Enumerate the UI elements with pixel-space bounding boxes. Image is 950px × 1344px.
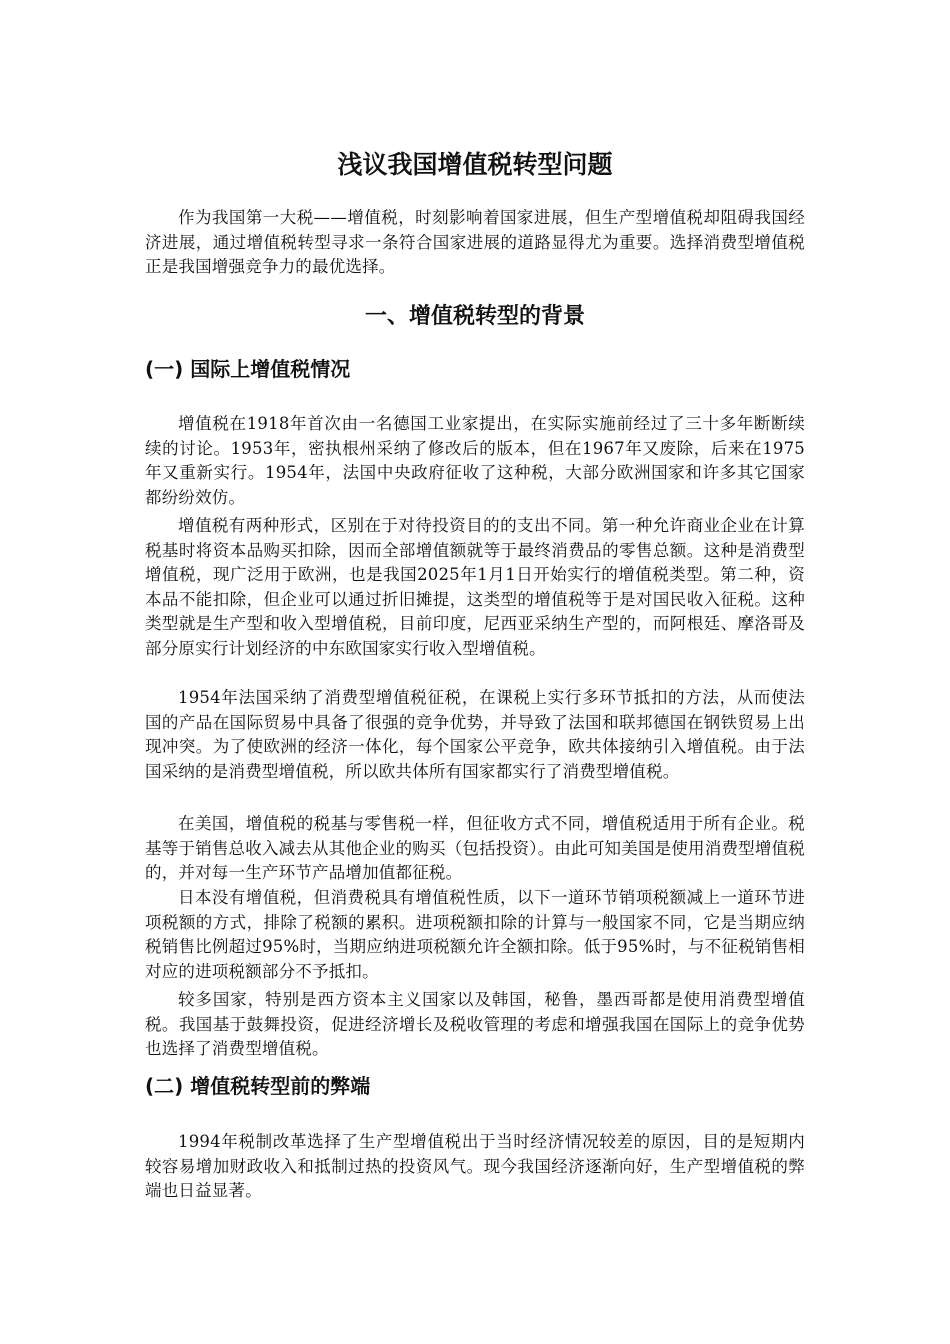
body-paragraph: 较多国家，特别是西方资本主义国家以及韩国，秘鲁，墨西哥都是使用消费型增值税。我国基于鼓舞投资，促进经济增长及税收管理的考虑和增强我国在国际上的竞争优势也选择了消费型增值税。: [145, 990, 805, 1059]
body-paragraph: 增值税有两种形式，区别在于对待投资目的的支出不同。第一种允许商业企业在计算税基时将资本品购买扣除，因而全部增值额就等于最终消费品的零售总额。这种是消费型增值税，现广泛用于欧洲，也是我国2025年1月1日开始实行的增值税类型。第二种，资本品不能扣除，但企业可以通过折旧摊提，这类型的增值税等于是对国民收入征税。这种类型就是生产型和收入型增值税，目前印度，尼西亚采纳生产型的，而阿根廷、摩洛哥及部分原实行计划经济的中东欧国家实行收入型增值税。: [145, 516, 805, 658]
body-paragraph: 增值税在1918年首次由一名德国工业家提出，在实际实施前经过了三十多年断断续续的讨论。1953年，密执根州采纳了修改后的版本，但在1967年又废除，后来在1975年又重新实行。1954年，法国中央政府征收了这种税，大部分欧洲国家和许多其它国家都纷纷效仿。: [145, 414, 805, 507]
subsection-heading-international: (一) 国际上增值税情况: [145, 357, 351, 381]
body-paragraph: 1954年法国采纳了消费型增值税征税，在课税上实行多环节抵扣的方法，从而使法国的产品在国际贸易中具备了很强的竞争优势，并导致了法国和联邦德国在钢铁贸易上出现冲突。为了使欧洲的经济一体化，每个国家公平竞争，欧共体接纳引入增值税。由于法国采纳的是消费型增值税，所以欧共体所有国家都实行了消费型增值税。: [145, 688, 805, 781]
body-paragraph: 日本没有增值税，但消费税具有增值税性质，以下一道环节销项税额减上一道环节进项税额的方式，排除了税额的累积。进项税额扣除的计算与一般国家不同，它是当期应纳税销售比例超过95%时，当期应纳进项税额允许全额扣除。低于95%时，与不征税销售相对应的进项税额部分不予抵扣。: [145, 888, 805, 981]
body-paragraph: 1994年税制改革选择了生产型增值税出于当时经济情况较差的原因，目的是短期内较容易增加财政收入和抵制过热的投资风气。现今我国经济逐渐向好，生产型增值税的弊端也日益显著。: [145, 1132, 805, 1201]
body-paragraph: 在美国，增值税的税基与零售税一样，但征收方式不同，增值税适用于所有企业。税基等于销售总收入减去从其他企业的购买（包括投资）。由此可知美国是使用消费型增值税的，并对每一生产环节产品增加值都征税。: [145, 814, 805, 883]
document-title: 浅议我国增值税转型问题: [337, 150, 613, 179]
intro-paragraph: 作为我国第一大税——增值税，时刻影响着国家进展，但生产型增值税却阻碍我国经济进展，通过增值税转型寻求一条符合国家进展的道路显得尤为重要。选择消费型增值税正是我国增强竞争力的最优选择。: [145, 208, 805, 277]
subsection-heading-drawbacks: (二) 增值税转型前的弊端: [145, 1074, 371, 1098]
section-heading-background: 一、增值税转型的背景: [364, 304, 585, 329]
